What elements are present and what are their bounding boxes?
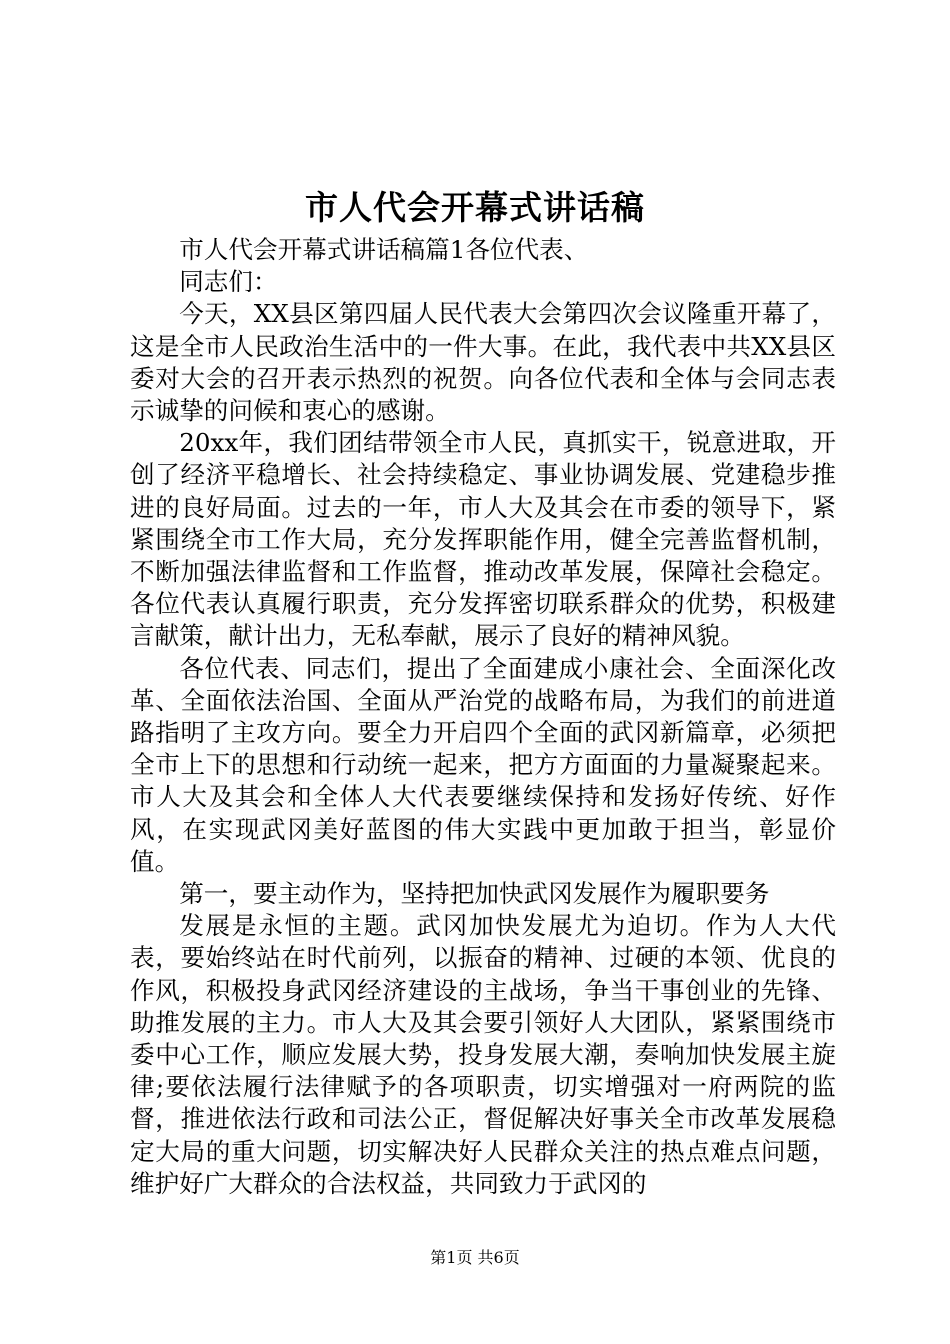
paragraph-1: 市人代会开幕式讲话稿篇1各位代表、 (179, 235, 589, 264)
document-title: 市人代会开幕式讲话稿 (305, 188, 645, 227)
paragraph-6: 第一，要主动作为，坚持把加快武冈发展作为履职要务 (179, 879, 770, 909)
page-footer: 第1页 共6页 (430, 1248, 520, 1267)
document-body (130, 234, 836, 1200)
paragraph-3: 今天，XX县区第四届人民代表大会第四次会议隆重开幕了，这是全市人民政治生活中的一件大事。在此，我代表中共XX县区委对大会的召开表示热烈的祝贺。向各位代表和全体与会同志表示诚挚的问候和衷心的感谢。 (130, 299, 836, 426)
paragraph-2: 同志们： (179, 267, 278, 297)
paragraph-5: 各位代表、同志们，提出了全面建成小康社会、全面深化改革、全面依法治国、全面从严治党的战略布局，为我们的前进道路指明了主攻方向。要全力开启四个全面的武冈新篇章，必须把全市上下的思想和行动统一起来，把方方面面的力量凝聚起来。市人大及其会和全体人大代表要继续保持和发扬好传统、好作风，在实现武冈美好蓝图的伟大实践中更加敢于担当，彰显价值。 (130, 653, 836, 876)
paragraph-4: 20xx年，我们团结带领全市人民，真抓实干，锐意进取，开创了经济平稳增长、社会持续稳定、事业协调发展、党建稳步推进的良好局面。过去的一年，市人大及其会在市委的领导下，紧紧围绕全市工作大局，充分发挥职能作用，健全完善监督机制，不断加强法律监督和工作监督，推动改革发展，保障社会稳定。各位代表认真履行职责，充分发挥密切联系群众的优势，积极建言献策，献计出力，无私奉献，展示了良好的精神风貌。 (130, 428, 836, 651)
paragraph-7: 发展是永恒的主题。武冈加快发展尤为迫切。作为人大代表，要始终站在时代前列，以振奋的精神、过硬的本领、优良的作风，积极投身武冈经济建设的主战场，争当干事创业的先锋、助推发展的主力。市人大及其会要引领好人大团队，紧紧围绕市委中心工作，顺应发展大势，投身发展大潮，奏响加快发展主旋律;要依法履行法律赋予的各项职责，切实增强对一府两院的监督，推进依法行政和司法公正，督促解决好事关全市改革发展稳定大局的重大问题，切实解决好人民群众关注的热点难点问题，维护好广大群众的合法权益，共同致力于武冈的 (130, 911, 836, 1198)
